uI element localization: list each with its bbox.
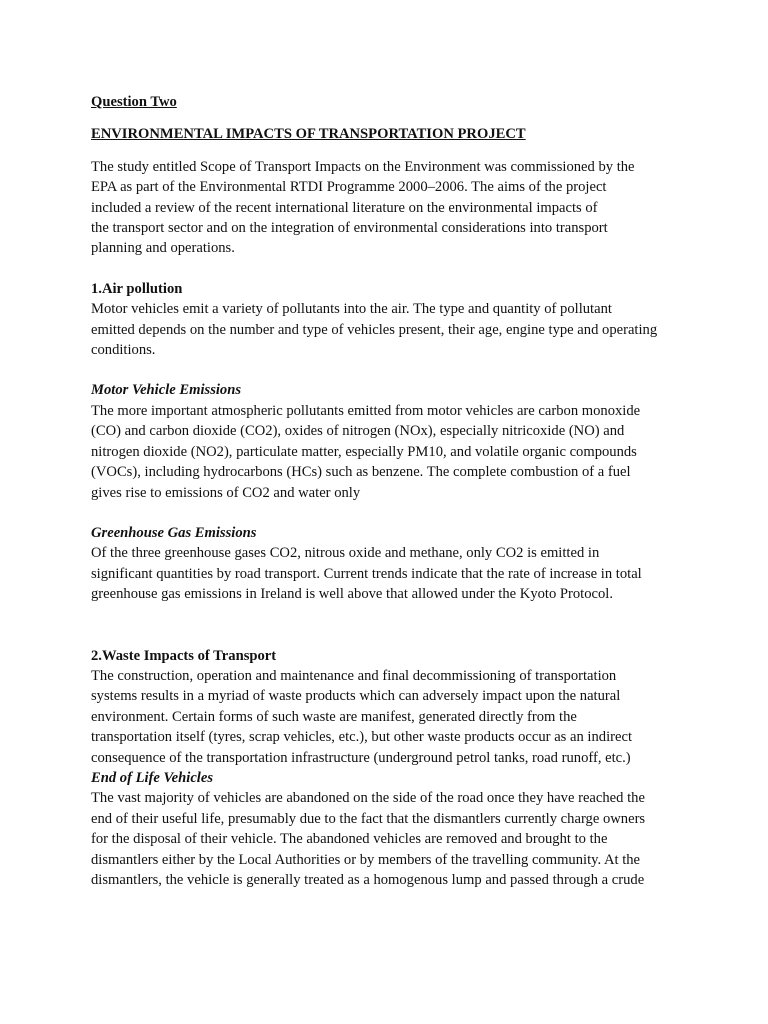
air-pollution-paragraph bbox=[91, 299, 691, 360]
paragraph-line: significant quantities by road transport. Current trends indicate that the rate of increase in total bbox=[91, 565, 642, 582]
paragraph-line: The more important atmospheric pollutants emitted from motor vehicles are carbon monoxide bbox=[91, 402, 641, 419]
paragraph-line: gives rise to emissions of CO2 and water only bbox=[91, 484, 361, 501]
paragraph-line: The construction, operation and maintenance and final decommissioning of transportation bbox=[91, 667, 617, 684]
subheading-greenhouse-gas-emissions: Greenhouse Gas Emissions bbox=[91, 524, 257, 541]
paragraph-line: dismantlers either by the Local Authorities or by members of the travelling community. At the bbox=[91, 851, 641, 868]
intro-line: EPA as part of the Environmental RTDI Programme 2000–2006. The aims of the project bbox=[91, 179, 607, 196]
motor-emissions-paragraph bbox=[91, 401, 691, 503]
paragraph-line: transportation itself (tyres, scrap vehicles, etc.), but other waste products occur as an indirect bbox=[91, 729, 632, 746]
paragraph-line: (CO) and carbon dioxide (CO2), oxides of nitrogen (NOx), especially nitricoxide (NO) and bbox=[91, 423, 625, 440]
paragraph-line: consequence of the transportation infrastructure (underground petrol tanks, road runoff, etc.) bbox=[91, 749, 631, 766]
intro-paragraph bbox=[91, 157, 691, 259]
end-of-life-paragraph bbox=[91, 788, 691, 890]
paragraph-line: Of the three greenhouse gases CO2, nitrous oxide and methane, only CO2 is emitted in bbox=[91, 545, 600, 562]
paragraph-line: The vast majority of vehicles are abandoned on the side of the road once they have reached the bbox=[91, 790, 645, 807]
paragraph-line: emitted depends on the number and type of vehicles present, their age, engine type and operating bbox=[91, 321, 658, 338]
intro-line: planning and operations. bbox=[91, 240, 235, 257]
paragraph-line: conditions. bbox=[91, 342, 156, 359]
intro-line: the transport sector and on the integration of environmental considerations into transport bbox=[91, 220, 608, 237]
paragraph-line: for the disposal of their vehicle. The abandoned vehicles are removed and brought to the bbox=[91, 831, 608, 848]
section-heading-waste-impacts: 2.Waste Impacts of Transport bbox=[91, 647, 277, 664]
section-heading-air-pollution: 1.Air pollution bbox=[91, 280, 183, 297]
document-title: ENVIRONMENTAL IMPACTS OF TRANSPORTATION PROJECT bbox=[91, 126, 526, 143]
paragraph-line: greenhouse gas emissions in Ireland is well above that allowed under the Kyoto Protocol. bbox=[91, 586, 614, 603]
intro-line: The study entitled Scope of Transport Impacts on the Environment was commissioned by the bbox=[91, 158, 635, 175]
subheading-end-of-life-vehicles: End of Life Vehicles bbox=[91, 769, 214, 786]
paragraph-line: environment. Certain forms of such waste are manifest, generated directly from the bbox=[91, 708, 577, 725]
waste-impacts-paragraph bbox=[91, 666, 691, 768]
paragraph-line: nitrogen dioxide (NO2), particulate matter, especially PM10, and volatile organic compounds bbox=[91, 443, 637, 460]
paragraph-line: Motor vehicles emit a variety of pollutants into the air. The type and quantity of pollutant bbox=[91, 301, 612, 318]
intro-line: included a review of the recent international literature on the environmental impacts of bbox=[91, 199, 598, 216]
paragraph-line: end of their useful life, presumably due to the fact that the dismantlers currently charge owners bbox=[91, 810, 646, 827]
paragraph-line: (VOCs), including hydrocarbons (HCs) such as benzene. The complete combustion of a fuel bbox=[91, 464, 631, 481]
paragraph-line: dismantlers, the vehicle is generally treated as a homogenous lump and passed through a crude bbox=[91, 872, 645, 888]
subheading-motor-vehicle-emissions: Motor Vehicle Emissions bbox=[91, 382, 242, 399]
question-label: Question Two bbox=[91, 94, 177, 110]
greenhouse-paragraph bbox=[91, 543, 691, 604]
paragraph-line: systems results in a myriad of waste products which can adversely impact upon the natural bbox=[91, 688, 621, 705]
document-page bbox=[91, 92, 691, 890]
